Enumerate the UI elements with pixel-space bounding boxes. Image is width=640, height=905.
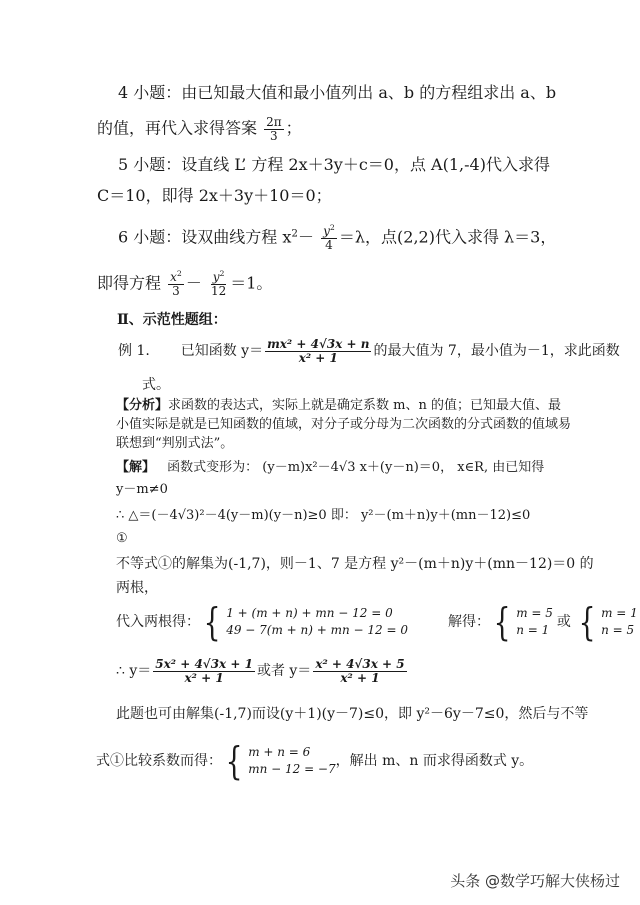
result1-num: 5x² + 4√3x + 1 [155, 657, 253, 671]
p6-f: ＝1。 [230, 273, 273, 293]
inequality-line2: 两根， [116, 580, 158, 596]
watermark-text: 头条 @数学巧解大侠杨过 [450, 872, 620, 890]
or-else-label: 或者 y＝ [256, 662, 312, 679]
equation-system [200, 600, 408, 644]
solution-tag: 【解】 [116, 460, 156, 475]
twelve-den: 12 [210, 283, 227, 298]
solution-system-1 [490, 600, 553, 644]
y2-over-12-fraction [209, 271, 228, 297]
example1-line2: 式。 [142, 377, 170, 393]
alt-line2 [96, 739, 534, 783]
p5-line2: C＝10，即得 2x＋3y＋10＝0； [97, 186, 332, 205]
p5-line1: 5 小题：设直线 L’ 方程 2x＋3y＋c＝0，点 A(1,-4)代入求得 [118, 155, 550, 174]
sol2-row2: n = 5 [601, 623, 635, 637]
footer-bar [0, 862, 640, 905]
p6-a: 6 小题：设双曲线方程 x [118, 227, 292, 247]
therefore-sym: ∴ y＝ [116, 662, 152, 679]
sol1-row1: m = 5 [516, 606, 553, 620]
sol1-row2: n = 1 [516, 623, 550, 637]
alt-line1: 此题也可由解集(-1,7)而设(y＋1)(y－7)≤0，即 y²－6y－7≤0，然后与不等 [116, 706, 589, 722]
example1-line1 [118, 338, 620, 364]
analysis-line3: 联想到“判别式法”。 [116, 436, 234, 451]
substitute-label: 代入两根得： [116, 613, 200, 630]
solution-system-2 [575, 600, 638, 644]
three-den: 3 [172, 283, 180, 298]
therefore-line1: ∴ △＝(－4√3)²－4(y－m)(y－n)≥0 即： y²－(m＋n)y＋(mn－12)≤0 [116, 508, 531, 523]
inequality-line1: 不等式①的解集为(-1,7)，则－1、7 是方程 y²－(m＋n)y＋(mn－12)＝0 的 [116, 556, 594, 572]
left-brace-icon-2: { [493, 600, 511, 644]
y-sq: 2 [329, 223, 335, 232]
p4-text2: 的值，再代入求得答案 [97, 118, 258, 138]
alt-l2b: ，解出 m、n 而求得函数式 y。 [335, 752, 534, 769]
example-post: 的最大值为 7，最小值为－1，求此函数 [373, 343, 620, 360]
left-brace-icon-3: { [578, 600, 596, 644]
p6-b: － [298, 227, 315, 247]
x2-over-3-fraction [168, 271, 184, 297]
coef-row2: mn − 12 = −7 [248, 762, 336, 776]
left-brace-icon: { [203, 600, 221, 644]
function-denominator: x² + 1 [298, 350, 338, 365]
result1-den: x² + 1 [184, 670, 224, 685]
result2-num: x² + 4√3x + 5 [315, 657, 405, 671]
p6-line1 [118, 225, 556, 251]
solution-l1: 函数式变形为： (y－m)x²－4√3 x＋(y－n)＝0， x∈R, 由已知得 [167, 460, 545, 475]
y-var: y [323, 224, 330, 238]
y2-num [321, 225, 337, 239]
p6-d: 即得方程 [97, 273, 162, 293]
p6-line2 [97, 271, 272, 297]
y2-over-4-fraction [321, 225, 337, 251]
p6-c: ＝λ，点(2,2)代入求得 λ＝3， [338, 227, 557, 247]
alt-l2a: 式①比较系数而得： [96, 752, 222, 769]
x-sq: 2 [176, 269, 182, 278]
answer-numerator: 2π [266, 115, 282, 129]
p4-text: 4 小题：由已知最大值和最小值列出 a、b 的方程组求出 a、b [118, 83, 557, 102]
p4-line1 [118, 83, 556, 102]
y2b-num [211, 271, 227, 285]
y-var-2: y [212, 270, 220, 284]
analysis-line1 [116, 398, 561, 414]
example-label: 例 1. [118, 343, 150, 360]
system-row1: 1 + (m + n) + mn − 12 = 0 [226, 606, 393, 620]
p6-sq: 2 [291, 227, 299, 240]
solution-line2: y－m≠0 [116, 482, 168, 497]
p4-line2 [97, 116, 302, 142]
function-numerator: mx² + 4√3x + n [267, 337, 370, 351]
system-row2: 49 − 7(m + n) + mn − 12 = 0 [226, 623, 408, 637]
left-brace-icon-4: { [225, 739, 243, 783]
or-label: 或 [556, 613, 571, 630]
analysis-l1: 求函数的表达式，实际上就是确定系数 m、n 的值；已知最大值、最 [168, 398, 561, 413]
solve-label: 解得： [448, 613, 490, 630]
solution-line1 [116, 460, 544, 476]
x-var: x [170, 270, 177, 284]
therefore-line2 [116, 658, 409, 684]
result-fraction-1 [153, 658, 255, 684]
p4-tail: ； [285, 118, 302, 138]
section-heading: Ⅱ、示范性题组： [117, 312, 227, 328]
answer-denominator: 3 [270, 128, 278, 143]
analysis-line2: 小值实际是就是已知函数的值域，对分子或分母为二次函数的分式函数的值域易 [116, 417, 572, 432]
sol2-row1: m = 1 [601, 606, 638, 620]
x2-num [168, 271, 184, 285]
example-pre: 已知函数 y＝ [180, 343, 264, 360]
coef-row1: m + n = 6 [248, 745, 311, 759]
four-den: 4 [325, 237, 333, 252]
circled-one: ① [116, 531, 128, 546]
analysis-tag: 【分析】 [116, 398, 169, 413]
coefficient-system [222, 739, 336, 783]
result-fraction-2 [313, 658, 406, 684]
y-sq-2: 2 [219, 269, 225, 278]
p6-e: － [185, 273, 202, 293]
result2-den: x² + 1 [340, 670, 380, 685]
substitute-line [116, 600, 638, 644]
function-fraction [265, 338, 371, 364]
answer-fraction [264, 116, 284, 142]
